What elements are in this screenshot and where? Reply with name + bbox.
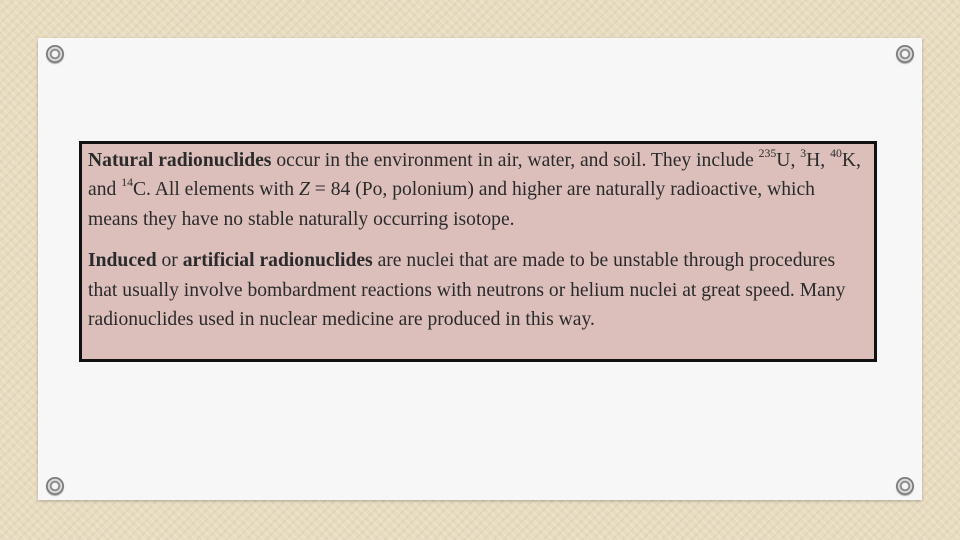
natural-radionuclides-term: Natural radionuclides <box>88 150 272 171</box>
grommet-bottom-left-icon <box>46 477 64 495</box>
paragraph-text: or <box>156 250 183 272</box>
isotope-symbol: U, <box>776 150 801 171</box>
paragraph-text: occur in the environment in air, water, and soil. They include <box>271 150 759 171</box>
grommet-bottom-right-icon <box>896 477 914 495</box>
grommet-top-right-icon <box>896 45 914 63</box>
natural-radionuclides-paragraph <box>88 146 868 234</box>
grommet-top-left-icon <box>46 45 64 63</box>
isotope-symbol: C. All elements with <box>132 179 299 201</box>
mass-number: 14 <box>121 176 133 190</box>
paragraph-text: are nuclei that are made to be unstable through procedures that usually involve bombardment reactions with neutrons or helium nuclei at great speed. Many radionuclides used in nuclear medicine are produced in this way. <box>88 250 846 331</box>
mass-number: 3 <box>800 147 807 161</box>
artificial-radionuclides-paragraph <box>88 246 868 334</box>
mass-number: 40 <box>830 147 842 161</box>
isotope-symbol: H, <box>806 150 831 171</box>
isotope-symbol: K, and <box>88 150 861 201</box>
atomic-number-variable: Z <box>298 179 310 201</box>
paragraph-text: = 84 (Po, polonium) and higher are naturally radioactive, which means they have no stable naturally occurring isotope. <box>88 179 815 230</box>
artificial-radionuclides-term: artificial radionuclides <box>182 250 373 272</box>
induced-term: Induced <box>88 250 157 272</box>
definition-text-box <box>79 141 877 362</box>
mass-number: 235 <box>758 147 777 161</box>
